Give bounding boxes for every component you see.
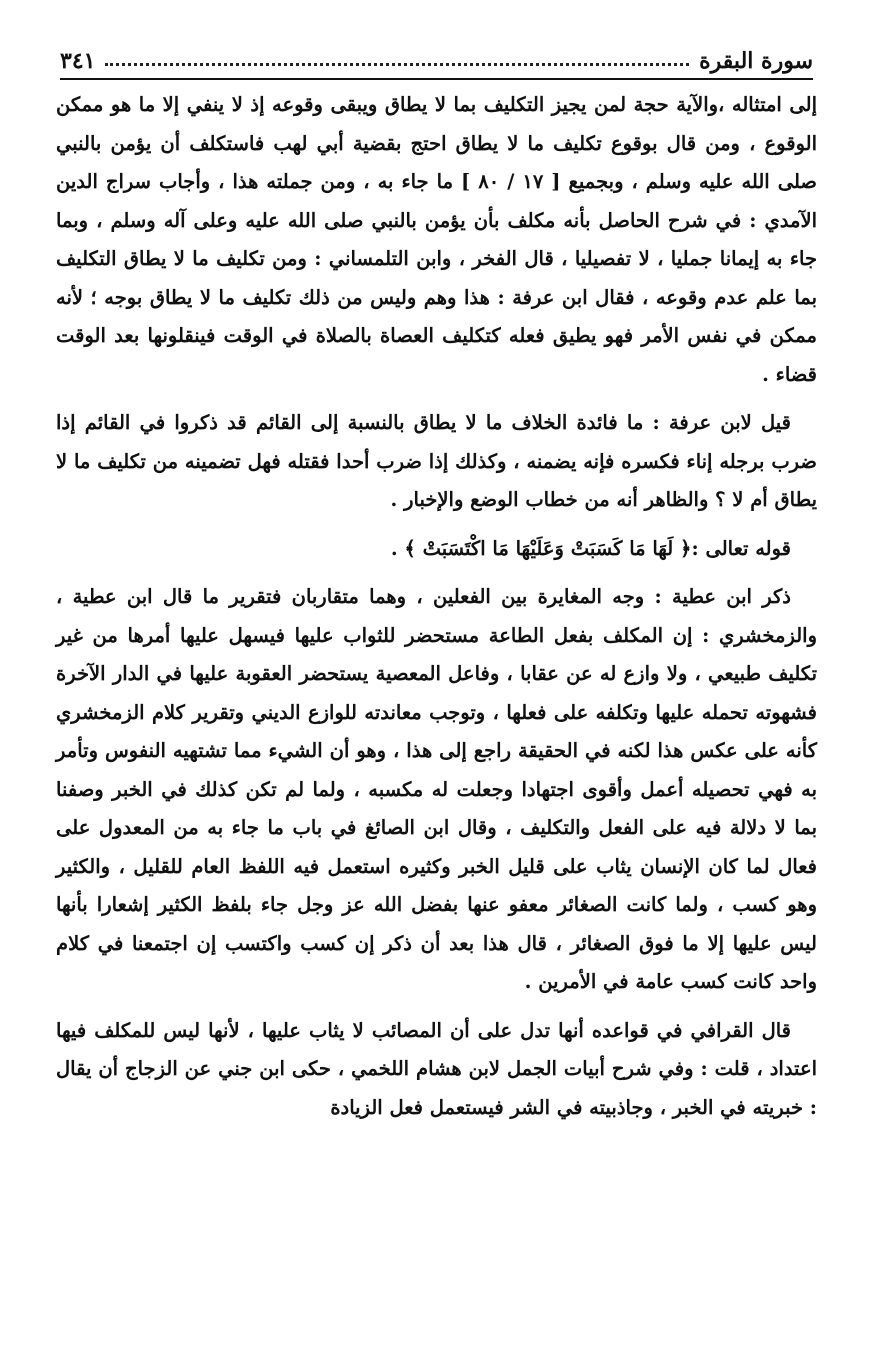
surah-title: سورة البقرة	[699, 48, 813, 74]
page-header	[60, 40, 813, 80]
page-body	[56, 86, 817, 1137]
paragraph-3-verse: قوله تعالى :﴿ لَهَا مَا كَسَبَتْ وَعَلَيْهَا مَا اكْتَسَبَتْ ﴾ .	[390, 536, 791, 560]
paragraph-2: قيل لابن عرفة : ما فائدة الخلاف ما لا يطاق بالنسبة إلى القائم قد ذكروا في القائم إذا ضرب برجله إناء فكسره فإنه يضمنه ، وكذلك إذا ضرب أحدا فقتله فهل تضمينه من تكليف ما لا يطاق أم لا ؟ والظاهر أنه من خطاب الوضع والإخبار .	[56, 411, 817, 511]
paragraph-1: إلى امتثاله ،والآية حجة لمن يجيز التكليف بما لا يطاق ويبقى وقوعه إذ لا ينفي إلا ما هو ممكن الوقوع ، ومن قال بوقوع تكليف ما لا يطاق احتج بقضية أبي لهب فاستكلف أن يؤمن بالنبي صلى الله عليه وسلم ، وبجميع [ ١٧ / ٨٠ ] ما جاء به ، ومن جملته هذا ، وأجاب سراج الدين الآمدي : في شرح الحاصل بأنه مكلف بأن يؤمن بالنبي صلى الله عليه وعلى آله وسلم ، وبما جاء به إيمانا جمليا ، لا تفصيليا ، قال الفخر ، وابن التلمساني : ومن تكليف ما لا يطاق التكليف بما علم عدم وقوعه ، فقال ابن عرفة : هذا وهم وليس من ذلك تكليف ما لا يطاق بوجه ؛ لأنه ممكن في نفس الأمر فهو يطيق فعله كتكليف العصاة بالصلاة في الوقت فينقلونها بعد الوقت قضاء .	[56, 93, 817, 386]
paragraph-4: ذكر ابن عطية : وجه المغايرة بين الفعلين ، وهما متقاربان فتقرير ما قال ابن عطية ، والزمخشري : إن المكلف بفعل الطاعة مستحضر للثواب عليها فيسهل عليها أمرها من غير تكليف طبيعي ، ولا وازع له عن عقابا ، وفاعل المعصية يستحضر العقوبة عليها في الدار الآخرة فشهوته تحمله عليها وتكلفه على فعلها ، وتوجب معاندته للوازع الديني وتقرير كلام الزمخشري كأنه على عكس هذا لكنه في الحقيقة راجع إلى هذا ، وهو أن الشيء مما تشتهيه النفوس وتأمر به فهي تحصيله أعمل وأقوى اجتهادا وجعلت له مكسبه ، ولما لم تكن كذلك في الخبر وصفنا بما لا دلالة فيه على الفعل والتكليف ، وقال ابن الصائغ في باب ما جاء به من المعدول على فعال لما كان الإنسان يثاب على قليل الخبر وكثيره استعمل فيه اللفظ العام للقليل ، والكثير وهو كسب ، ولما كانت الصغائر معفو عنها بفضل الله عز وجل جاء بلفظ الكثير إشعارا بأنها ليس عليها إلا ما فوق الصغائر ، قال هذا بعد أن ذكر إن كسب واكتسب إن اجتمعنا في كلام واحد كانت كسب عامة في الأمرين .	[56, 585, 817, 993]
paragraph-5: قال القرافي في قواعده أنها تدل على أن المصائب لا يثاب عليها ، لأنها ليس للمكلف فيها اعتداد ، قلت : وفي شرح أبيات الجمل لابن هشام اللخمي ، حكى ابن جني عن الزجاج أن يقال : خبريته في الخبر ، وجاذبيته في الشر فيستعمل فعل الزيادة	[56, 1018, 817, 1119]
page-number: ٣٤١	[60, 48, 96, 74]
header-dotted-leader	[105, 63, 689, 66]
